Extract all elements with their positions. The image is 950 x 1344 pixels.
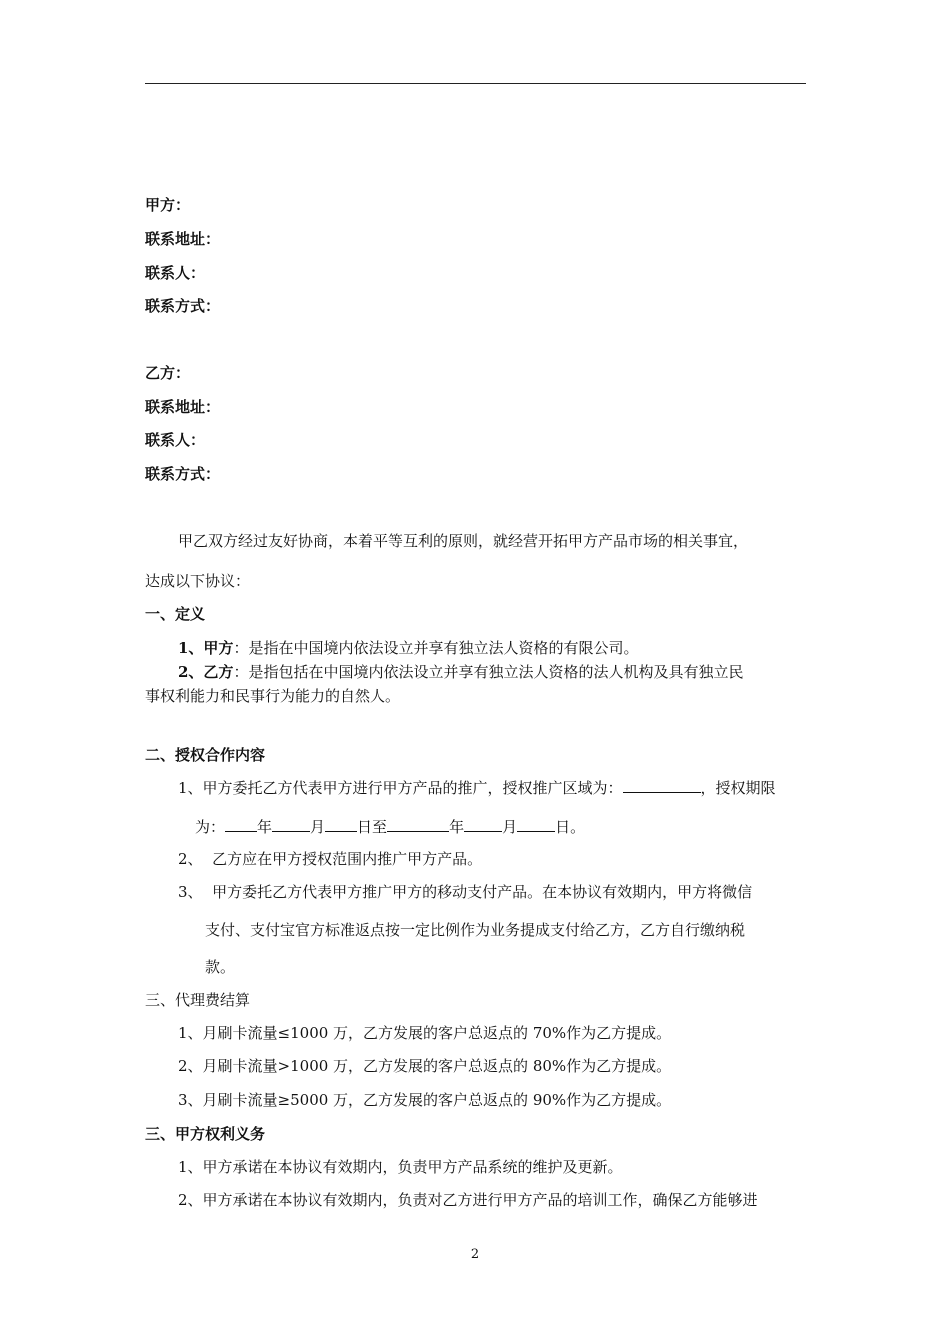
party-a-duty-2: 2、甲方承诺在本协议有效期内，负责对乙方进行甲方产品的培训工作，确保乙方能够进	[178, 1191, 758, 1209]
section-3-title: 三、代理费结算	[145, 991, 251, 1009]
commission-tier-2: 2、月刷卡流量>1000 万，乙方发展的客户总返点的 80%作为乙方提成。	[178, 1057, 672, 1075]
authorization-item-1: 1、甲方委托乙方代表甲方进行甲方产品的推广，授权推广区域为： ，授权期限	[178, 779, 776, 797]
authorization-item-3-end: 款。	[205, 958, 236, 976]
intro-paragraph-cont: 达成以下协议：	[145, 572, 251, 590]
intro-paragraph: 甲乙双方经过友好协商，本着平等互利的原则，就经营开拓甲方产品市场的相关事宜，	[178, 532, 749, 550]
start-year-blank	[225, 817, 257, 832]
end-month-blank	[464, 817, 502, 832]
end-year-blank	[387, 817, 449, 832]
section-4-title: 三、甲方权利义务	[145, 1125, 266, 1143]
start-day-blank	[325, 817, 357, 832]
end-day-blank	[517, 817, 555, 832]
authorization-period: 为： 年 月 日至 年 月 日。	[195, 818, 586, 836]
party-a-contact: 联系人：	[145, 264, 206, 282]
authorization-item-2: 2、 乙方应在甲方授权范围内推广甲方产品。	[178, 850, 483, 868]
authorization-item-3: 3、 甲方委托乙方代表甲方推广甲方的移动支付产品。在本协议有效期内，甲方将微信	[178, 883, 753, 901]
party-a-address: 联系地址：	[145, 230, 221, 248]
header-rule	[145, 83, 806, 84]
commission-tier-3: 3、月刷卡流量≥5000 万，乙方发展的客户总返点的 90%作为乙方提成。	[178, 1091, 672, 1109]
section-2-title: 二、授权合作内容	[145, 746, 266, 764]
region-blank	[623, 778, 701, 793]
page-number: 2	[470, 1247, 480, 1262]
party-b-contact: 联系人：	[145, 431, 206, 449]
definition-2: 2、乙方：是指包括在中国境内依法设立并享有独立法人资格的法人机构及具有独立民	[178, 663, 744, 681]
authorization-item-3-cont: 支付、支付宝官方标准返点按一定比例作为业务提成支付给乙方，乙方自行缴纳税	[205, 921, 746, 939]
party-a-duty-1: 1、甲方承诺在本协议有效期内，负责甲方产品系统的维护及更新。	[178, 1158, 623, 1176]
definition-2-cont: 事权利能力和民事行为能力的自然人。	[145, 687, 401, 705]
party-a-phone: 联系方式：	[145, 297, 221, 315]
party-b-address: 联系地址：	[145, 398, 221, 416]
section-1-title: 一、定义	[145, 605, 206, 623]
party-a-label: 甲方：	[145, 196, 191, 214]
party-b-label: 乙方：	[145, 364, 191, 382]
definition-1: 1、甲方：是指在中国境内依法设立并享有独立法人资格的有限公司。	[178, 639, 639, 657]
party-b-phone: 联系方式：	[145, 465, 221, 483]
commission-tier-1: 1、月刷卡流量≤1000 万，乙方发展的客户总返点的 70%作为乙方提成。	[178, 1024, 672, 1042]
start-month-blank	[272, 817, 310, 832]
